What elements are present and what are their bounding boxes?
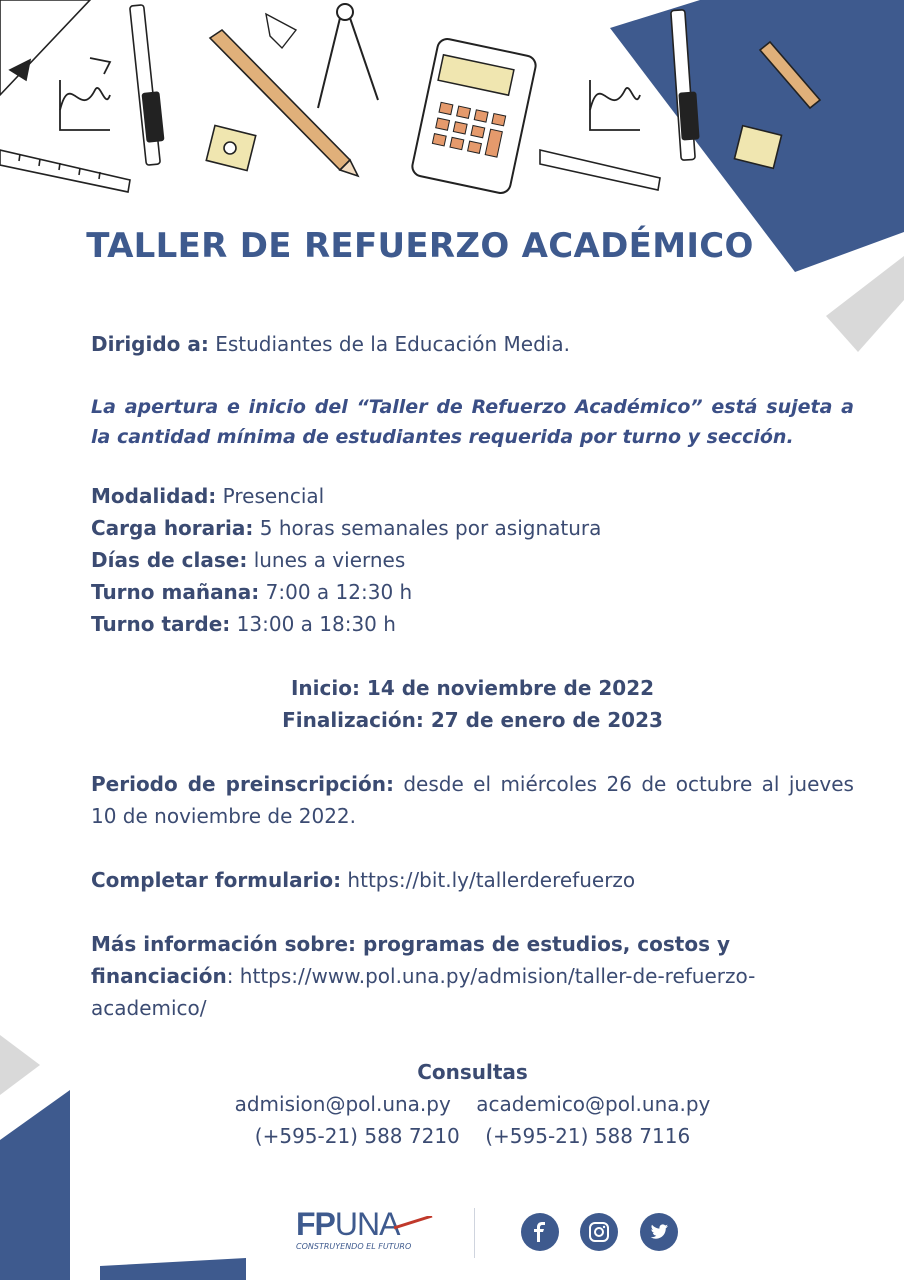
target-audience [91,328,854,360]
logo-fp: FP [296,1206,335,1242]
opening-note: La apertura e inicio del “Taller de Refuerzo Académico” está sujeta a la cantidad mínima de estudiantes requerida por turno y sección. [91,396,854,448]
blue-bar-bottom [100,1258,246,1280]
course-dates [91,672,854,736]
gray-triangle-bottom-left [0,1035,40,1095]
contact-emails [91,1088,854,1120]
ruler-doodle-left [0,150,130,192]
footer-divider [474,1208,475,1258]
end-date: Finalización: 27 de enero de 2023 [282,708,663,732]
blue-triangle-bottom-left [0,1090,70,1280]
twitter-icon[interactable] [640,1213,678,1251]
form-link[interactable]: https://bit.ly/tallerderefuerzo [341,868,636,892]
details-list [91,480,854,640]
more-info-label: Más información sobre: programas de estudios, costos y financiación [91,932,730,988]
detail-turno-manana: Turno mañana: 7:00 a 12:30 h [91,580,413,604]
logo-una: UNA [334,1206,400,1242]
logo-tagline: CONSTRUYENDO EL FUTURO [296,1242,412,1251]
more-info-link[interactable]: : https://www.pol.una.py/admision/taller-de-refuerzo-academico/ [91,964,756,1020]
form-info [91,864,854,896]
graph-doodle-right [590,80,640,130]
calculator-doodle [411,37,538,195]
email-academico[interactable]: academico@pol.una.py [476,1092,711,1116]
instagram-icon[interactable] [580,1213,618,1251]
graph-doodle-left [60,58,110,130]
contact-phones [91,1120,854,1152]
pen-doodle-left [130,5,165,166]
detail-modalidad: Modalidad: Presencial [91,484,325,508]
start-date: Inicio: 14 de noviembre de 2022 [290,676,655,700]
more-info [91,928,854,1024]
ruler-doodle-right [540,150,660,190]
pre-registration [91,768,854,832]
fpuna-logo [296,1208,436,1258]
phone-1: (+595-21) 588 7210 [254,1124,460,1148]
detail-dias: Días de clase: lunes a viernes [91,548,406,572]
email-admision[interactable]: admision@pol.una.py [234,1092,451,1116]
shavings-doodle [266,14,296,48]
contact-heading: Consultas [417,1060,528,1084]
form-label: Completar formulario: [91,868,342,892]
page-title: TALLER DE REFUERZO ACADÉMICO [86,226,754,266]
pre-registration-label: Periodo de preinscripción: [91,772,394,796]
set-square-doodle-left [0,0,90,95]
detail-turno-tarde: Turno tarde: 13:00 a 18:30 h [91,612,396,636]
contact-section [91,1056,854,1152]
target-audience-value: Estudiantes de la Educación Media. [208,332,570,356]
detail-carga-horaria: Carga horaria: 5 horas semanales por asignatura [91,516,602,540]
target-audience-label: Dirigido a: [91,332,209,356]
facebook-icon[interactable] [521,1213,559,1251]
pre-registration-value: desde el miércoles 26 de octubre al jueves 10 de noviembre de 2022. [91,772,854,828]
compass-doodle [318,4,378,108]
phone-2: (+595-21) 588 7116 [485,1124,691,1148]
logo-swoosh-icon [394,1216,434,1230]
sharpener-doodle-left [206,125,255,170]
